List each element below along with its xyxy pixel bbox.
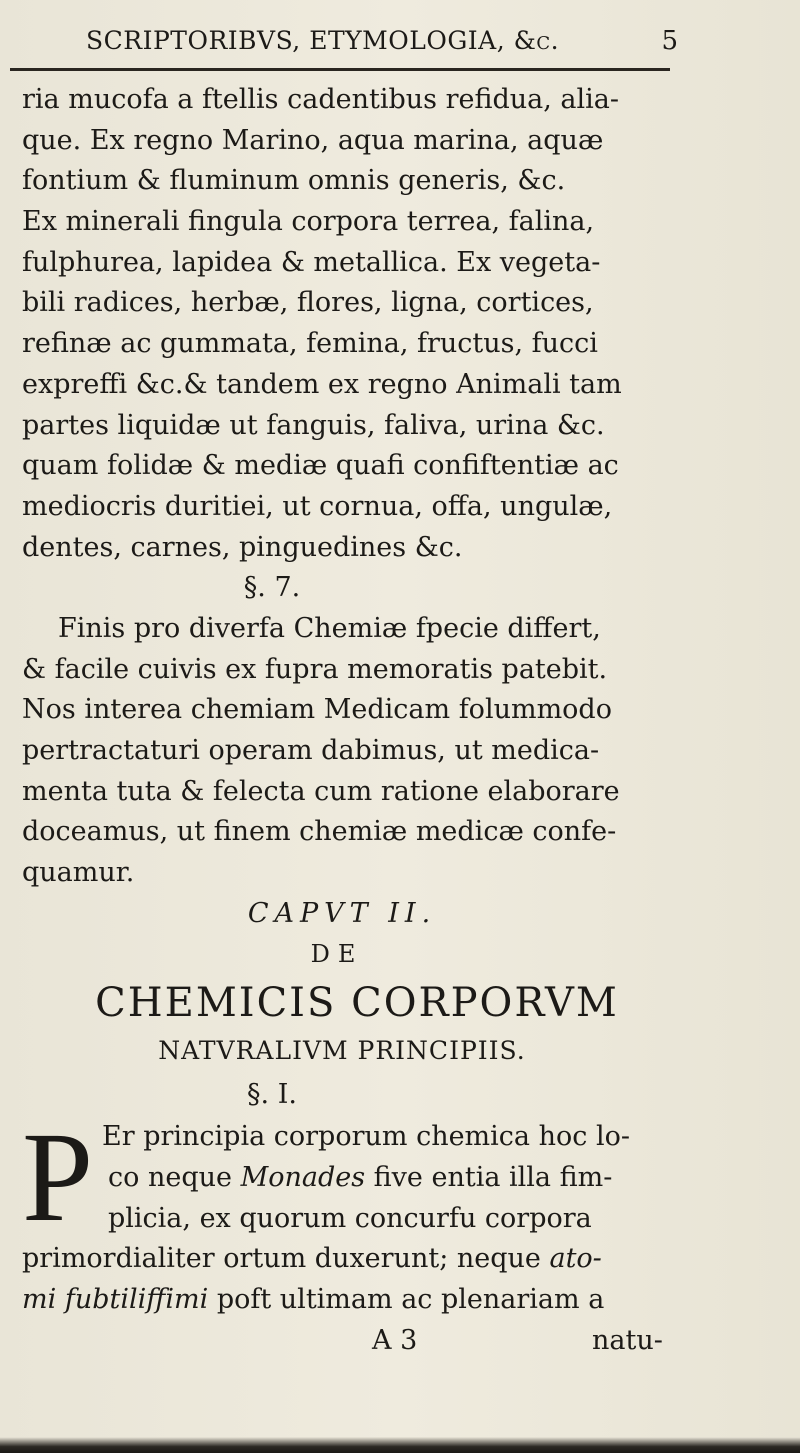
- text-line: fulphurea, lapidea & metallica. Ex vegeta-: [22, 246, 601, 278]
- chapter-title: CHEMICIS CORPORVM: [95, 980, 619, 1027]
- text-line: doceamus, ut finem chemiæ medicæ confe-: [22, 816, 617, 848]
- text-line: ria mucofa a ftellis cadentibus refidua, alia-: [22, 84, 619, 115]
- text-line: refinæ ac gummata, femina, fructus, fucci: [22, 328, 598, 360]
- chapter-preposition: DE: [310, 940, 364, 969]
- catchword: natu-: [592, 1324, 663, 1356]
- text-line: partes liquidæ ut fanguis, faliva, urina &c.: [22, 409, 605, 441]
- text-line: mi fubtiliffimi poft ultimam ac plenariam a: [22, 1283, 605, 1315]
- page-bottom-edge: [0, 1437, 800, 1453]
- text-line: pertractaturi operam dabimus, ut medica-: [22, 735, 600, 766]
- drop-cap-lines: [102, 1117, 708, 1239]
- text-line: menta tuta & felecta cum ratione elaborare: [22, 775, 620, 807]
- chapter-number: CAPVT II.: [247, 897, 437, 929]
- text-line: bili radices, herbæ, flores, ligna, cortices,: [22, 287, 594, 319]
- section-mark-1: §. I.: [247, 1079, 297, 1111]
- running-title: SCRIPTORIBVS, ETYMOLOGIA, &c.: [86, 26, 560, 55]
- chapter-subtitle: NATVRALIVM PRINCIPIIS.: [158, 1036, 526, 1066]
- text-line: Nos interea chemiam Medicam folummodo: [22, 694, 612, 726]
- text-line: que. Ex regno Marino, aqua marina, aquæ: [22, 124, 604, 156]
- italic-text: mi fubtiliffimi: [22, 1283, 209, 1315]
- text-line: dentes, carnes, pinguedines &c.: [22, 531, 463, 563]
- header-rule: [10, 68, 670, 71]
- text-line: Finis pro diverfa Chemiæ fpecie differt,: [58, 612, 601, 644]
- text-line: expreffi &c.& tandem ex regno Animali tam: [22, 368, 622, 400]
- text-line: plicia, ex quorum concurfu corpora: [108, 1202, 592, 1234]
- signature-line: [22, 1321, 692, 1362]
- drop-cap: P: [22, 1106, 94, 1249]
- text-line: & facile cuivis ex fupra memoratis patebit.: [22, 653, 608, 685]
- text-line: mediocris duritiei, ut cornua, offa, ungulæ,: [22, 490, 613, 522]
- text-line: Er principia corporum chemica hoc lo-: [102, 1121, 630, 1153]
- text-line: co neque Monades five entia illa fim-: [108, 1161, 613, 1193]
- text-line: quam folidæ & mediæ quafi confiftentiæ ac: [22, 450, 619, 482]
- text-line: primordialiter ortum duxerunt; neque ato-: [22, 1243, 602, 1275]
- text-line: quamur.: [22, 857, 135, 889]
- paragraph-2: [22, 609, 692, 894]
- page-number: 5: [661, 26, 678, 56]
- body-text: [22, 80, 692, 1361]
- italic-text: Monades: [240, 1161, 366, 1193]
- running-head: [60, 22, 678, 62]
- text-line: fontium & fluminum omnis generis, &c.: [22, 165, 566, 197]
- signature-mark: A 3: [372, 1324, 418, 1356]
- italic-text: ato-: [549, 1243, 602, 1275]
- section-mark-7: §. 7.: [243, 572, 301, 604]
- paragraph-1: [22, 80, 692, 568]
- text-line: Ex minerali fingula corpora terrea, falina,: [22, 206, 595, 238]
- drop-cap-block: [22, 1106, 692, 1249]
